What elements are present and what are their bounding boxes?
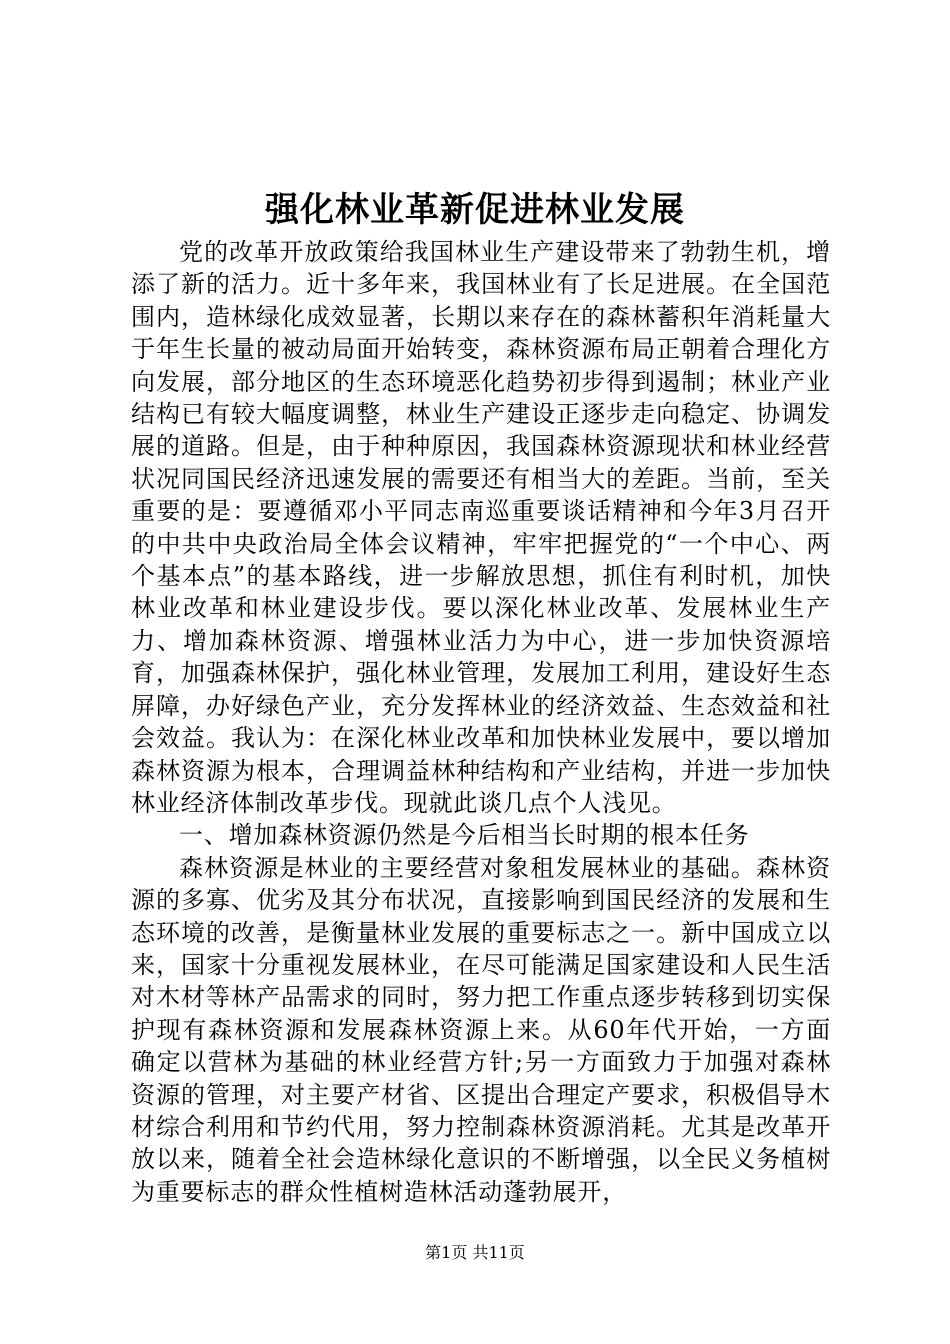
section-heading-1: 一、增加森林资源仍然是今后相当长时期的根本任务 xyxy=(179,821,750,850)
body-paragraph-intro: 党的改革开放政策给我国林业生产建设带来了勃勃生机，增添了新的活力。近十多年来，我国林业有了长足进展。在全国范围内，造林绿化成效显著，长期以来存在的森林蓄积年消耗量大于年生长量的被动局面开始转变，森林资源布局正朝着合理化方向发展，部分地区的生态环境恶化趋势初步得到遏制；林业产业结构已有较大幅度调整，林业生产建设正逐步走向稳定、协调发展的道路。但是，由于种种原因，我国森林资源现状和林业经营状况同国民经济迅速发展的需要还有相当大的差距。当前，至关重要的是：要遵循邓小平同志南巡重要谈话精神和今年3月召开的中共中央政治局全体会议精神，牢牢把握党的“一个中心、两个基本点”的基本路线，进一步解放思想，抓住有利时机，加快林业改革和林业建设步伐。要以深化林业改革、发展林业生产力、增加森林资源、增强林业活力为中心，进一步加快资源培育，加强森林保护，强化林业管理，发展加工利用，建设好生态屏障，办好绿色产业，充分发挥林业的经济效益、生态效益和社会效益。我认为：在深化林业改革和加快林业发展中，要以增加森林资源为根本，合理调益林种结构和产业结构，并进一步加快林业经济体制改革步伐。现就此谈几点个人浅见。 xyxy=(131,238,831,817)
document-title: 强化林业革新促进林业发展 xyxy=(265,190,685,230)
page-number-footer: 第1页 共11页 xyxy=(425,1243,525,1262)
body-paragraph-section-1: 森林资源是林业的主要经营对象租发展林业的基础。森林资源的多寡、优劣及其分布状况，直接影响到国民经济的发展和生态环境的改善，是衡量林业发展的重要标志之一。新中国成立以来，国家十分重视发展林业，在尽可能满足国家建设和人民生活对木材等林产品需求的同时，努力把工作重点逐步转移到切实保护现有森林资源和发展森林资源上来。从60年代开始，一方面确定以营林为基础的林业经营方针;另一方面致力于加强对森林资源的管理，对主要产材省、区提出合理定产要求，积极倡导木材综合利用和节约代用，努力控制森林资源消耗。尤其是改革开放以来，随着全社会造林绿化意识的不断增强，以全民义务植树为重要标志的群众性植树造林活动蓬勃展开， xyxy=(131,853,831,1206)
document-body xyxy=(131,236,831,1208)
